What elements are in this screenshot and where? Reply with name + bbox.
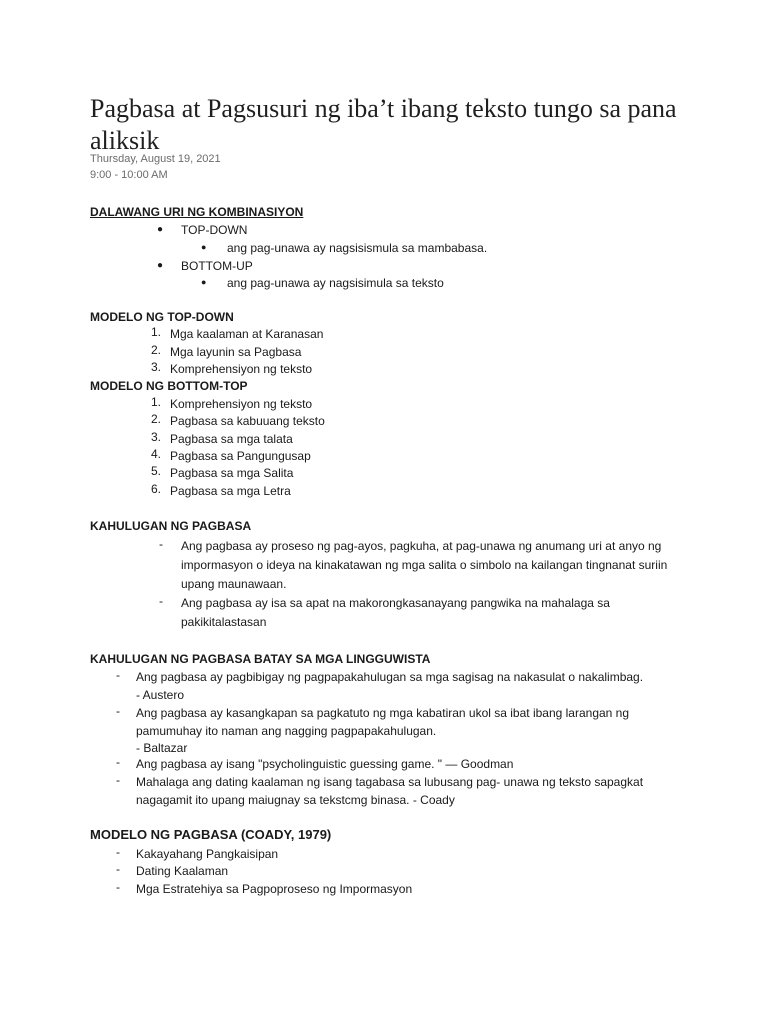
list-item: Ang pagbasa ay kasangkapan sa pagkatuto ng mga kabatiran ukol sa ibat ibang larangan ng pamumuhay ito naman ang nagging pagpapakahulugan.	[136, 706, 630, 738]
list-number: 3.	[150, 430, 161, 444]
list-number: 5.	[150, 464, 161, 478]
dash-marker: -	[159, 537, 163, 551]
list-item: TOP-DOWN	[181, 223, 248, 237]
list-item: Mahalaga ang dating kaalaman ng isang tagabasa sa lubusang pag- unawa ng teksto sapagkat nagagamit ito upang maiugnay sa tekstcmg binasa. - Coady	[136, 775, 644, 807]
list-number: 3.	[150, 360, 161, 374]
bullet-icon: ●	[201, 242, 207, 252]
dash-marker: -	[116, 845, 120, 859]
dash-marker: -	[159, 594, 163, 608]
list-item: Mga kaalaman at Karanasan	[170, 327, 324, 341]
time-text: 9:00 - 10:00 AM	[90, 169, 168, 181]
list-item: Pagbasa sa mga Salita	[170, 466, 294, 480]
dash-marker: -	[116, 880, 120, 894]
list-item: Mga Estratehiya sa Pagpoproseso ng Impormasyon	[136, 882, 413, 896]
list-number: 2.	[150, 412, 161, 426]
dash-marker: -	[116, 862, 120, 876]
heading-modelo-top-down: MODELO NG TOP-DOWN	[90, 310, 234, 324]
list-item: Pagbasa sa mga talata	[170, 432, 293, 446]
list-item: Komprehensiyon ng teksto	[170, 397, 313, 411]
dash-marker: -	[116, 704, 120, 718]
list-item: Pagbasa sa mga Letra	[170, 484, 291, 498]
list-item: Kakayahang Pangkaisipan	[136, 847, 279, 861]
list-item: Ang pagbasa ay pagbibigay ng pagpapakahulugan sa mga sagisag na nakasulat o nakalimbag.	[136, 670, 644, 684]
list-number: 4.	[150, 447, 161, 461]
bullet-icon: ●	[201, 277, 207, 287]
heading-kahulugan-ng-pagbasa: KAHULUGAN NG PAGBASA	[90, 519, 252, 533]
list-item: ang pag-unawa ay nagsisismula sa mambabasa.	[227, 241, 488, 255]
list-number: 6.	[150, 482, 161, 496]
list-item: Ang pagbasa ay isa sa apat na makorongkasanayang pangwika na mahalaga sa pakikitalastasan	[181, 596, 610, 629]
bullet-icon: ●	[157, 260, 164, 271]
heading-lingguwista: KAHULUGAN NG PAGBASA BATAY SA MGA LINGGUWISTA	[90, 652, 431, 666]
bullet-icon: ●	[157, 224, 164, 235]
dash-marker: -	[116, 755, 120, 769]
list-item: ang pag-unawa ay nagsisimula sa teksto	[227, 276, 444, 290]
heading-modelo-ng-pagbasa: MODELO NG PAGBASA (COADY, 1979)	[90, 827, 332, 842]
dash-marker: -	[116, 773, 120, 787]
author-text: - Baltazar	[136, 741, 188, 755]
list-number: 1.	[150, 325, 161, 339]
list-item: BOTTOM-UP	[181, 259, 253, 273]
list-item: Mga layunin sa Pagbasa	[170, 345, 302, 359]
list-item: Komprehensiyon ng teksto	[170, 362, 313, 376]
list-item: Ang pagbasa ay proseso ng pag-ayos, pagkuha, at pag-unawa ng anumang uri at anyo ng impormasyon o ideya na kinakatawan ng mga salita o simbolo na kailangan tingnanat suriin upang maunawaan.	[181, 539, 668, 591]
list-number: 1.	[150, 395, 161, 409]
page-title: Pagbasa at Pagsusuri ng iba’t ibang teksto tungo sa pana aliksik	[90, 94, 677, 155]
list-item: Pagbasa sa Pangungusap	[170, 449, 311, 463]
author-text: - Austero	[136, 688, 185, 702]
list-item: Dating Kaalaman	[136, 864, 229, 878]
list-item: Pagbasa sa kabuuang teksto	[170, 414, 325, 428]
dash-marker: -	[116, 668, 120, 682]
list-item: Ang pagbasa ay isang "psycholinguistic guessing game. " — Goodman	[136, 757, 514, 771]
heading-dalawang-uri: DALAWANG URI NG KOMBINASIYON	[90, 205, 304, 219]
list-number: 2.	[150, 343, 161, 357]
date-text: Thursday, August 19, 2021	[90, 153, 221, 165]
heading-modelo-bottom-top: MODELO NG BOTTOM-TOP	[90, 379, 248, 393]
